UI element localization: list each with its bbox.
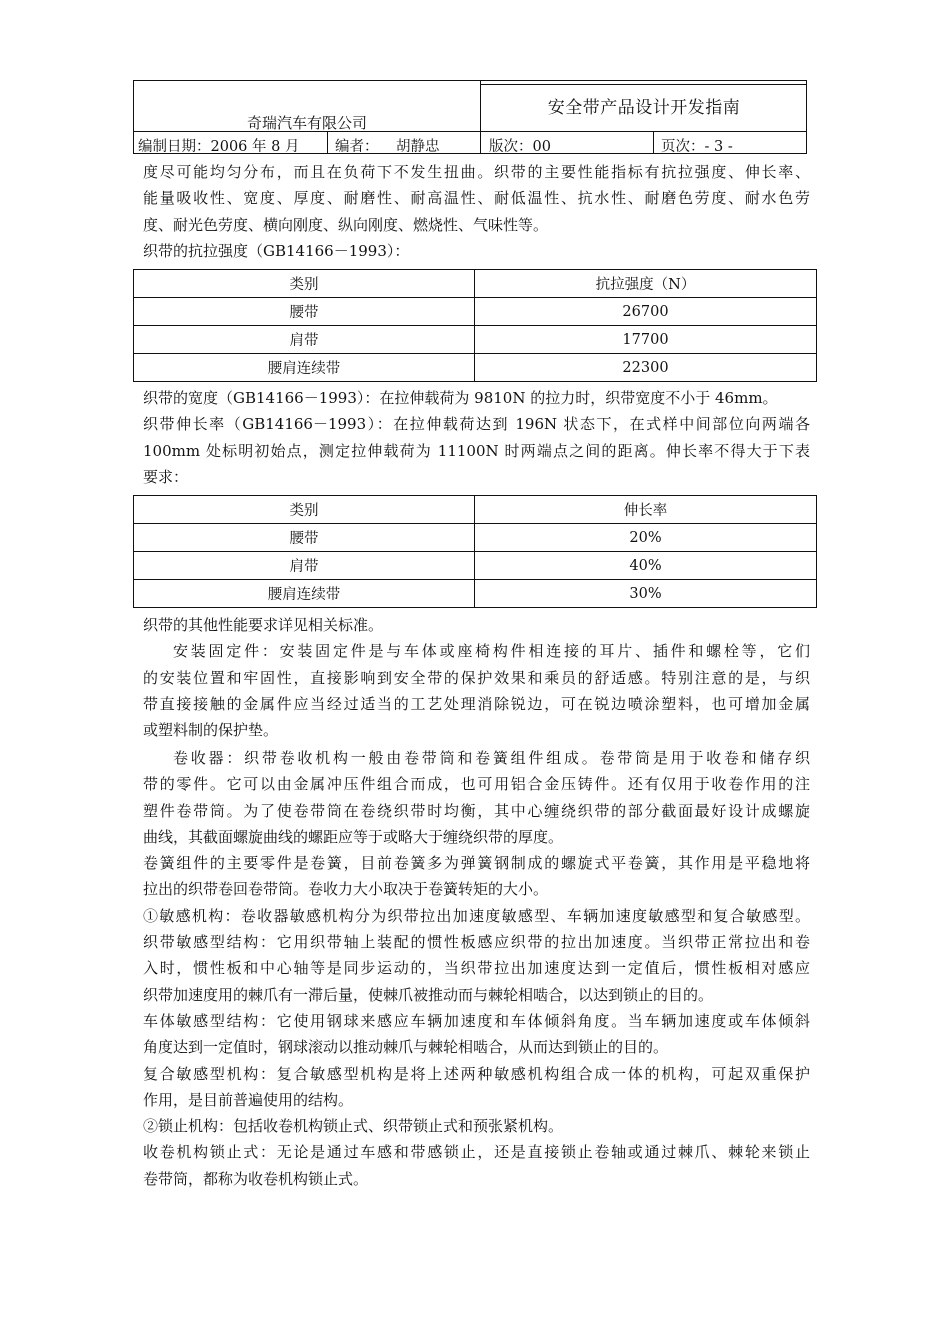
text-line: 能量吸收性、宽度、厚度、耐磨性、耐高温性、耐低温性、抗水性、耐磨色劳度、耐水色劳 — [143, 189, 810, 208]
text-line: 拉出的织带卷回卷带筒。卷收力大小取决于卷簧转矩的大小。 — [143, 880, 549, 899]
header-cell-divider — [653, 131, 654, 153]
text-line: 100mm 处标明初始点，测定拉伸载荷为 11100N 时两端点之间的距离。伸长率不得大于下表 — [143, 441, 810, 460]
table-cell: 26700 — [475, 298, 817, 326]
table-cell: 肩带 — [134, 326, 475, 354]
tensile-strength-table — [133, 269, 817, 382]
text-line: 收卷机构锁止式：无论是通过车感和带感锁止，还是直接锁止卷轴或通过棘爪、棘轮来锁止 — [143, 1143, 810, 1162]
table-cell: 40% — [475, 552, 817, 580]
table-header-cell: 类别 — [134, 270, 475, 298]
text-line: 车体敏感型结构：它使用钢球来感应车辆加速度和车体倾斜角度。当车辆加速度或车体倾斜 — [143, 1011, 810, 1030]
table-row — [134, 326, 817, 354]
text-line: ②锁止机构：包括收卷机构锁止式、织带锁止式和预张紧机构。 — [143, 1117, 564, 1136]
table-header-row — [134, 270, 817, 298]
editor-name: 胡静忠 — [396, 139, 440, 155]
version-number: 版次：00 — [489, 139, 551, 155]
page-number: 页次：- 3 - — [661, 139, 733, 155]
text-line: 带的零件。它可以由金属冲压件组合而成，也可用铝合金压铸件。还有仅用于收卷作用的注 — [143, 775, 810, 794]
header-cell-divider — [327, 131, 328, 153]
text-line: 带直接接触的金属件应当经过适当的工艺处理消除锐边，可在锐边喷涂塑料，也可增加金属 — [143, 694, 810, 713]
table-header-cell: 类别 — [134, 496, 475, 524]
text-line: 或塑料制的保护垫。 — [143, 721, 279, 740]
editor-label: 编者： — [335, 139, 379, 155]
table-cell: 肩带 — [134, 552, 475, 580]
text-line: 作用，是目前普遍使用的结构。 — [143, 1090, 354, 1109]
table-row — [134, 552, 817, 580]
document-header — [133, 80, 807, 154]
elongation-table — [133, 495, 817, 608]
table-header-cell: 伸长率 — [475, 496, 817, 524]
text-line: 度尽可能均匀分布，而且在负荷下不发生扭曲。织带的主要性能指标有抗拉强度、伸长率、 — [143, 163, 810, 181]
table-cell: 腰肩连续带 — [134, 354, 475, 382]
table-cell: 30% — [475, 580, 817, 608]
text-line: 曲线，其截面螺旋曲线的螺距应等于或略大于缠绕织带的厚度。 — [143, 827, 564, 846]
table-header-cell: 抗拉强度（N） — [475, 270, 817, 298]
paragraph-width-elongation — [143, 385, 810, 490]
text-line: 织带加速度用的棘爪有一滞后量，使棘爪被推动而与棘轮相啮合，以达到锁止的目的。 — [143, 985, 714, 1004]
paragraph-fixings — [143, 612, 810, 743]
company-name: 奇瑞汽车有限公司 — [246, 114, 367, 132]
text-line: 角度达到一定值时，钢球滚动以推动棘爪与棘轮相啮合，从而达到锁止的目的。 — [143, 1038, 669, 1057]
header-double-rule — [480, 84, 807, 85]
compile-date: 编制日期：2006 年 8 月 — [138, 139, 300, 155]
table-cell: 17700 — [475, 326, 817, 354]
table-row — [134, 354, 817, 382]
text-line: 安装固定件：安装固定件是与车体或座椅构件相连接的耳片、插件和螺栓等，它们 — [173, 642, 810, 661]
text-line: 织带伸长率（GB14166－1993）：在拉伸载荷达到 196N 状态下，在式样中间部位向两端各 — [143, 415, 810, 434]
text-line: ①敏感机构：卷收器敏感机构分为织带拉出加速度敏感型、车辆加速度敏感型和复合敏感型。 — [143, 906, 810, 925]
text-line: 织带的其他性能要求详见相关标准。 — [143, 616, 384, 634]
text-line: 入时，惯性板和中心轴等是同步运动的，当织带拉出加速度达到一定值后，惯性板相对感应 — [143, 959, 810, 978]
table-header-row — [134, 496, 817, 524]
text-line: 度、耐光色劳度、横向刚度、纵向刚度、燃烧性、气味性等。 — [143, 215, 549, 234]
paragraph-retractor — [143, 745, 810, 1192]
table-caption: 织带的抗拉强度（GB14166－1993）： — [143, 241, 410, 260]
paragraph-webbing-properties — [143, 159, 810, 264]
table-cell: 20% — [475, 524, 817, 552]
text-line: 要求： — [143, 467, 189, 486]
table-row — [134, 524, 817, 552]
table-cell: 腰肩连续带 — [134, 580, 475, 608]
text-line: 卷带筒，都称为收卷机构锁止式。 — [143, 1169, 369, 1188]
table-cell: 22300 — [475, 354, 817, 382]
table-row — [134, 580, 817, 608]
table-row — [134, 298, 817, 326]
text-line: 卷收器：织带卷收机构一般由卷带筒和卷簧组件组成。卷带筒是用于收卷和储存织 — [173, 749, 810, 767]
table-cell: 腰带 — [134, 298, 475, 326]
document-title: 安全带产品设计开发指南 — [547, 98, 741, 118]
text-line: 织带敏感型结构：它用织带轴上装配的惯性板感应织带的拉出加速度。当织带正常拉出和卷 — [143, 933, 810, 952]
table-cell: 腰带 — [134, 524, 475, 552]
text-line: 塑件卷带筒。为了使卷带筒在卷绕织带时均衡，其中心缠绕织带的部分截面最好设计成螺旋 — [143, 801, 810, 820]
text-line: 的安装位置和牢固性，直接影响到安全带的保护效果和乘员的舒适感。特别注意的是，与织 — [143, 668, 810, 687]
text-line: 织带的宽度（GB14166－1993）：在拉伸载荷为 9810N 的拉力时，织带宽度不小于 46mm。 — [143, 389, 778, 407]
text-line: 卷簧组件的主要零件是卷簧，目前卷簧多为弹簧钢制成的螺旋式平卷簧，其作用是平稳地将 — [143, 854, 810, 873]
text-line: 复合敏感型机构：复合敏感型机构是将上述两种敏感机构组合成一体的机构，可起双重保护 — [143, 1064, 810, 1083]
